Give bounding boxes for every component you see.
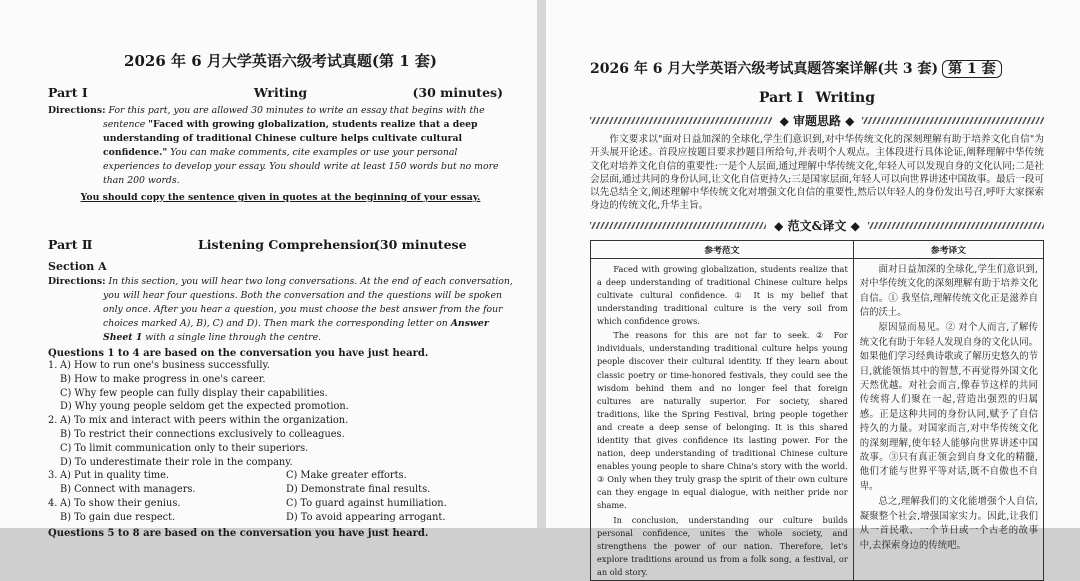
part1-name: Writing: [253, 85, 308, 100]
question-3: [48, 469, 513, 497]
question-number: 1.: [48, 360, 58, 371]
analysis-paragraph: 作文要求以"面对日益加深的全球化,学生们意识到,对中华传统文化的深刻理解有助于培养文化自信"为开头展开论述。首段应按题目要求抄题目所给句,并表明个人观点。主体段进行具体论证,阐释理解中华传统文化对培养文化自信的重要性:一是个人层面,通过理解中华传统文化,年轻人可以发现自身的文化认同;二是社会层面,通过共同的身份认同,让文化自信更持久;三是国家层面,年轻人可以向世界讲述中国故事。最后一段可以先总结全文,阐述理解中华传统文化对增强文化自信的重要性,然后以年轻人的身份发出号召,呼吁大家探索身边的传统文化,升华主旨。: [590, 134, 1044, 212]
hatch-divider: [868, 222, 1044, 229]
option-a: A) How to run one's business successfully.: [60, 360, 270, 371]
english-paragraph-1: Faced with growing globalization, students realize that a deep understanding of traditional Chinese culture helps cultivate cultural confidence. ① It is my belief that understanding traditional culture is the very soil from which confidence grows.: [597, 263, 848, 327]
part1-minutes: (30 minutes): [412, 85, 503, 100]
answer-title: [590, 58, 1044, 78]
english-essay-cell: [591, 258, 854, 580]
question-number: 3.: [48, 470, 58, 482]
right-page: [546, 0, 1080, 577]
left-page: [0, 0, 537, 539]
copy-note: You should copy the sentence given in quotes at the beginning of your essay.: [80, 192, 481, 203]
part1-header: [48, 85, 513, 102]
question-2: [48, 414, 513, 469]
answer-part-name: Writing: [815, 90, 876, 106]
english-paragraph-2: The reasons for this are not far to seek. ② For individuals, understanding traditional culture helps young people discover their cultural identity. If they learn about classic poetry or time-honored festivals, they could see the wisdom behind them and no longer feel that foreign cultures are naturally superior. For society, shared traditions, like the Spring Festival, bring people together and create a deep sense of belonging. It is this shared identity that gives confidence its lasting power. For the nation, deep understanding of traditional Chinese culture enables young people to share China's story with the world. ③ Only when they truly grasp the spirit of their own culture can they engage in equal dialogue, with neither pride nor shame.: [597, 330, 848, 511]
option-d: D) Demonstrate final results.: [286, 484, 431, 496]
part2-header: [48, 237, 513, 254]
option-d: D) Why young people seldom get the expected promotion.: [60, 401, 349, 413]
option-b: B) To gain due respect.: [60, 511, 176, 523]
hatch-divider: [590, 117, 772, 124]
option-c: C) Make greater efforts.: [286, 470, 407, 482]
part1-directions: [48, 104, 513, 188]
question-1: [48, 359, 513, 414]
model-essay-banner: [590, 217, 1044, 234]
part2-label: Part Ⅱ: [48, 237, 93, 252]
answer-part-label: Part Ⅰ: [758, 90, 804, 106]
part1-label: Part Ⅰ: [48, 85, 88, 100]
col-header-english: 参考范文: [591, 240, 854, 258]
chinese-translation-cell: [853, 258, 1043, 580]
directions-label: Directions:: [48, 276, 106, 287]
part2-name: Listening Comprehension: [198, 237, 379, 252]
exam-title: 2026 年 6 月大学英语六级考试真题(第 1 套): [124, 52, 437, 70]
option-a: A) To mix and interact with peers within the organization.: [60, 415, 349, 427]
answer-title-text: 2026 年 6 月大学英语六级考试真题答案详解(共 3 套): [590, 61, 939, 77]
model-essay-heading: ◆ 范文&译文 ◆: [774, 218, 860, 233]
col-header-chinese: 参考译文: [853, 240, 1043, 258]
directions-text-2: with a single line through the centre.: [145, 332, 322, 343]
analysis-heading: ◆ 审题思路 ◆: [779, 114, 855, 128]
directions-text: In this section, you will hear two long conversations. At the end of each conversation, you will hear four questions. Both the conversation and the questions will be spoken only once. After you hear a question, you must choose the best answer from the four choices marked A), B), C) and D). Then mark the corresponding letter on: [103, 276, 513, 329]
option-b: B) Connect with managers.: [60, 484, 196, 496]
questions-header: Questions 1 to 4 are based on the conversation you have just heard.: [48, 348, 429, 359]
chinese-paragraph-2: 原因显而易见。② 对个人而言,了解传统文化有助于年轻人发现自身的文化认同。如果他们学习经典诗歌或了解历史悠久的节日,就能领悟其中的智慧,不再觉得外国文化天然优越。对社会而言,像春节这样的共同传统将人们聚在一起,营造出强烈的归属感。正是这种共同的身份认同,赋予了自信持久的力量。对国家而言,对中华传统文化的深刻理解,使年轻人能够向世界讲述中国故事。③只有真正领会到自身文化的精髓,他们才能与世界平等对话,既不自傲也不自卑。: [859, 322, 1038, 492]
question-number: 2.: [48, 415, 58, 427]
chinese-paragraph-1: 面对日益加深的全球化,学生们意识到,对中华传统文化的深刻理解有助于培养文化自信。① 我坚信,理解传统文化正是滋养自信的沃土。: [859, 263, 1038, 318]
set-badge: 第 1 套: [942, 60, 1002, 78]
option-c: C) Why few people can fully display their capabilities.: [60, 387, 328, 399]
answer-part-heading: [590, 90, 1044, 106]
option-c: C) To guard against humiliation.: [286, 497, 447, 509]
question-number: 4.: [48, 497, 58, 509]
directions-text: For this part, you are allowed 30 minutes to write an essay that begins with the sentence: [103, 105, 485, 130]
option-a: A) To show their genius.: [60, 497, 181, 509]
option-b: B) To restrict their connections exclusively to colleagues.: [60, 428, 345, 440]
option-a: A) Put in quality time.: [60, 470, 170, 482]
chinese-paragraph-3: 总之,理解我们的文化能增强个人自信,凝聚整个社会,增强国家实力。因此,让我们从一首民歌、一个节日或一个古老的故事中,去探索身边的传统吧。: [859, 496, 1038, 551]
option-d: D) To underestimate their role in the company.: [60, 456, 293, 468]
option-c: C) To limit communication only to their superiors.: [60, 442, 309, 454]
part2-directions: [48, 275, 513, 345]
directions-label: Directions:: [48, 105, 106, 116]
answer-sheet-ref: Answer Sheet 1: [103, 318, 489, 343]
part2-minutes: (30 minutese: [374, 237, 467, 252]
hatch-divider: [862, 117, 1044, 124]
page-gutter: [537, 0, 546, 528]
question-4: [48, 497, 513, 525]
hatch-divider: [590, 222, 766, 229]
option-d: D) To avoid appearing arrogant.: [286, 511, 446, 523]
english-paragraph-3: In conclusion, understanding our culture builds personal confidence, unites the whole society, and strengthens the power of our nation. Therefore, let's explore traditions around us from a folk song, a festival, or an old story.: [597, 514, 848, 577]
analysis-banner: [590, 112, 1044, 129]
essay-table: [590, 240, 1044, 581]
directions-text-2: You can make comments, cite examples or use your personal experiences to develop your essay. You should write at least 150 words but no more than 200 words.: [103, 147, 499, 186]
questions-header-2: Questions 5 to 8 are based on the conversation you have just heard.: [48, 527, 429, 539]
directions-quote: "Faced with growing globalization, students realize that a deep understanding of traditional Chinese culture helps cultivate cultural confidence.": [103, 119, 478, 158]
section-a-heading: Section A: [48, 260, 107, 273]
option-b: B) How to make progress in one's career.: [60, 373, 266, 385]
